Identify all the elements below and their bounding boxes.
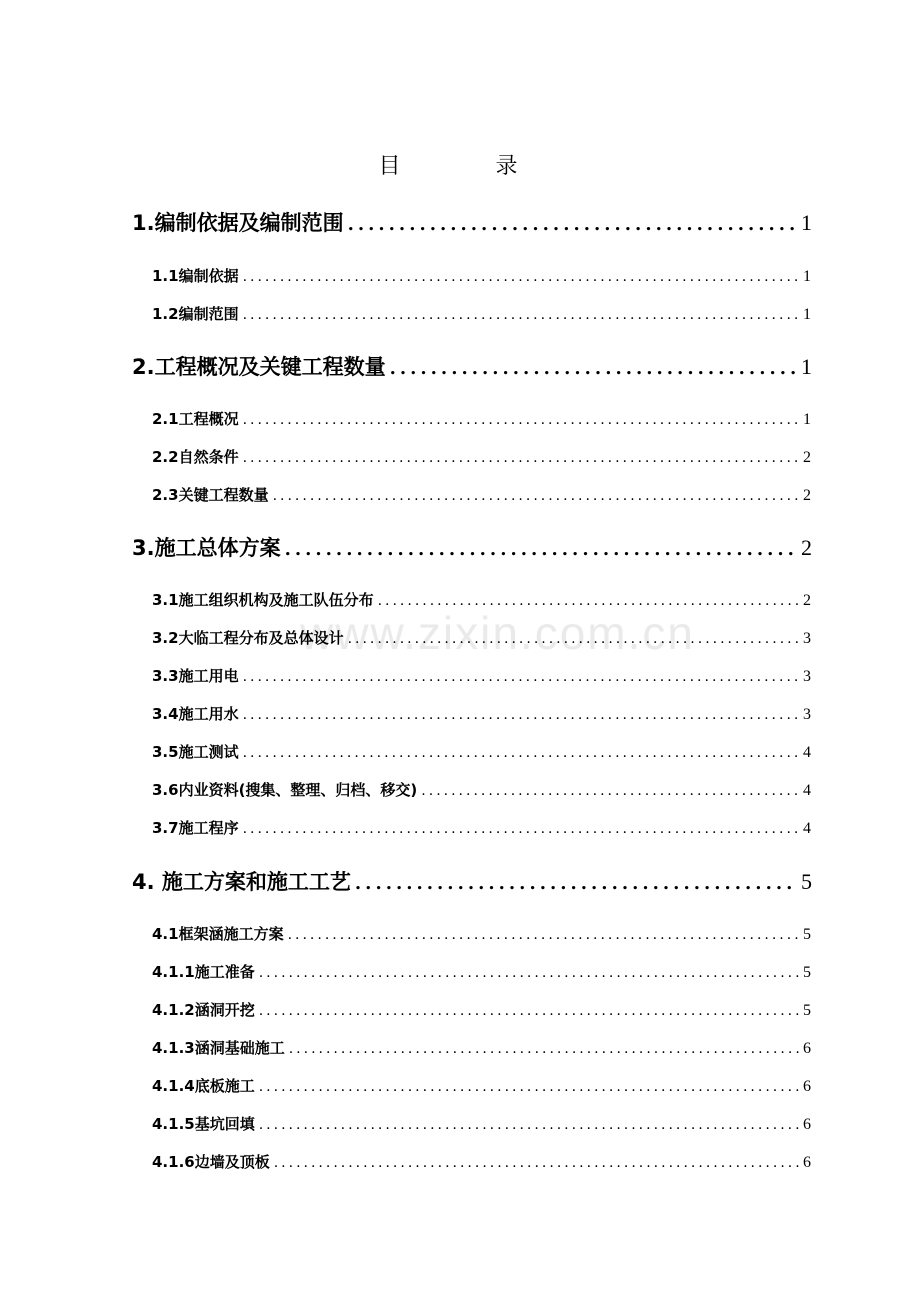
- toc-entry-4-1-1[interactable]: [152, 961, 811, 983]
- toc-entry-text: 3.施工总体方案: [132, 536, 281, 560]
- toc-entry-3-4[interactable]: [152, 703, 811, 725]
- dot-leader: [378, 590, 799, 612]
- toc-entry-text: 3.7施工程序: [152, 819, 239, 837]
- dot-leader: [243, 666, 799, 688]
- toc-entry-text: 4.1.6边墙及顶板: [152, 1153, 270, 1171]
- toc-entry-3-6[interactable]: [152, 779, 811, 801]
- toc-entry-text: 2.1工程概况: [152, 410, 239, 428]
- toc-page-number: 6: [803, 1078, 811, 1095]
- toc-page-number: 4: [803, 782, 811, 799]
- toc-entry-text: 2.3关键工程数量: [152, 486, 269, 504]
- toc-page-number: 1: [803, 268, 811, 285]
- toc-entry-3-2[interactable]: [152, 627, 811, 649]
- toc-page-number: 2: [803, 487, 811, 504]
- toc-entry-3-5[interactable]: [152, 741, 811, 763]
- dot-leader: [243, 409, 799, 431]
- toc-page-number: 1: [803, 411, 811, 428]
- dot-leader: [259, 1000, 799, 1022]
- toc-entry-text: 1.2编制范围: [152, 305, 239, 323]
- toc-entry-3-3[interactable]: [152, 665, 811, 687]
- dot-leader: [288, 924, 799, 946]
- toc-page-number: 2: [803, 449, 811, 466]
- toc-page-number: 5: [803, 926, 811, 943]
- toc-entry-2-3[interactable]: [152, 484, 811, 506]
- toc-entry-2-1[interactable]: [152, 408, 811, 430]
- toc-entry-text: 4.1.2涵洞开挖: [152, 1001, 255, 1019]
- dot-leader: [285, 535, 797, 565]
- toc-entry-text: 3.5施工测试: [152, 743, 239, 761]
- toc-entry-3-7[interactable]: [152, 817, 811, 839]
- toc-entry-text: 3.2大临工程分布及总体设计: [152, 629, 344, 647]
- toc-entry-text: 3.4施工用水: [152, 705, 239, 723]
- dot-leader: [289, 1038, 799, 1060]
- dot-leader: [390, 354, 797, 384]
- toc-page-number: 3: [803, 630, 811, 647]
- watermark: www.zixin.com.cn: [300, 607, 695, 659]
- toc-entry-4-1[interactable]: [152, 923, 811, 945]
- toc-page-number: 1: [801, 354, 812, 379]
- dot-leader: [273, 485, 799, 507]
- toc-entry-4[interactable]: [132, 867, 812, 897]
- toc-entry-3[interactable]: [132, 533, 812, 563]
- toc-page-number: 6: [803, 1154, 811, 1171]
- toc-page-number: 3: [803, 706, 811, 723]
- toc-entry-3-1[interactable]: [152, 589, 811, 611]
- toc-page-number: 1: [801, 210, 812, 235]
- dot-leader: [274, 1152, 799, 1174]
- dot-leader: [243, 704, 799, 726]
- toc-entry-2-2[interactable]: [152, 446, 811, 468]
- dot-leader: [421, 780, 799, 802]
- toc-page-number: 6: [803, 1040, 811, 1057]
- toc-entry-text: 4.1.1施工准备: [152, 963, 255, 981]
- toc-entry-2[interactable]: [132, 352, 812, 382]
- toc-entry-text: 1.编制依据及编制范围: [132, 211, 344, 235]
- toc-entry-4-1-2[interactable]: [152, 999, 811, 1021]
- dot-leader: [243, 742, 799, 764]
- toc-page-number: 1: [803, 306, 811, 323]
- toc-entry-1-2[interactable]: [152, 303, 811, 325]
- dot-leader: [259, 962, 799, 984]
- toc-heading: 目 录: [378, 154, 562, 179]
- toc-page-number: 5: [803, 964, 811, 981]
- toc-entry-1[interactable]: [132, 208, 812, 238]
- toc-entry-text: 4.1框架涵施工方案: [152, 925, 284, 943]
- toc-entry-text: 4.1.3涵洞基础施工: [152, 1039, 285, 1057]
- dot-leader: [243, 447, 799, 469]
- toc-page-number: 5: [801, 869, 812, 894]
- toc-entry-text: 2.工程概况及关键工程数量: [132, 355, 386, 379]
- toc-entry-text: 4.1.5基坑回填: [152, 1115, 255, 1133]
- toc-entry-text: 3.6内业资料(搜集、整理、归档、移交): [152, 781, 418, 799]
- dot-leader: [348, 628, 799, 650]
- toc-entry-4-1-6[interactable]: [152, 1151, 811, 1173]
- toc-page-number: 6: [803, 1116, 811, 1133]
- toc-page-number: 5: [803, 1002, 811, 1019]
- toc-entry-text: 3.3施工用电: [152, 667, 239, 685]
- toc-entry-text: 1.1编制依据: [152, 267, 239, 285]
- dot-leader: [243, 818, 799, 840]
- toc-entry-text: 4. 施工方案和施工工艺: [132, 870, 351, 894]
- toc-entry-4-1-4[interactable]: [152, 1075, 811, 1097]
- toc-page-number: 4: [803, 820, 811, 837]
- dot-leader: [259, 1114, 799, 1136]
- toc-entry-text: 2.2自然条件: [152, 448, 239, 466]
- toc-page-number: 2: [803, 592, 811, 609]
- dot-leader: [348, 210, 797, 240]
- dot-leader: [243, 304, 799, 326]
- dot-leader: [243, 266, 799, 288]
- toc-entry-text: 3.1施工组织机构及施工队伍分布: [152, 591, 374, 609]
- toc-entry-text: 4.1.4底板施工: [152, 1077, 255, 1095]
- toc-entry-4-1-3[interactable]: [152, 1037, 811, 1059]
- toc-page-number: 4: [803, 744, 811, 761]
- dot-leader: [259, 1076, 799, 1098]
- toc-page-number: 3: [803, 668, 811, 685]
- dot-leader: [355, 869, 797, 899]
- toc-entry-1-1[interactable]: [152, 265, 811, 287]
- toc-entry-4-1-5[interactable]: [152, 1113, 811, 1135]
- toc-page-number: 2: [801, 535, 812, 560]
